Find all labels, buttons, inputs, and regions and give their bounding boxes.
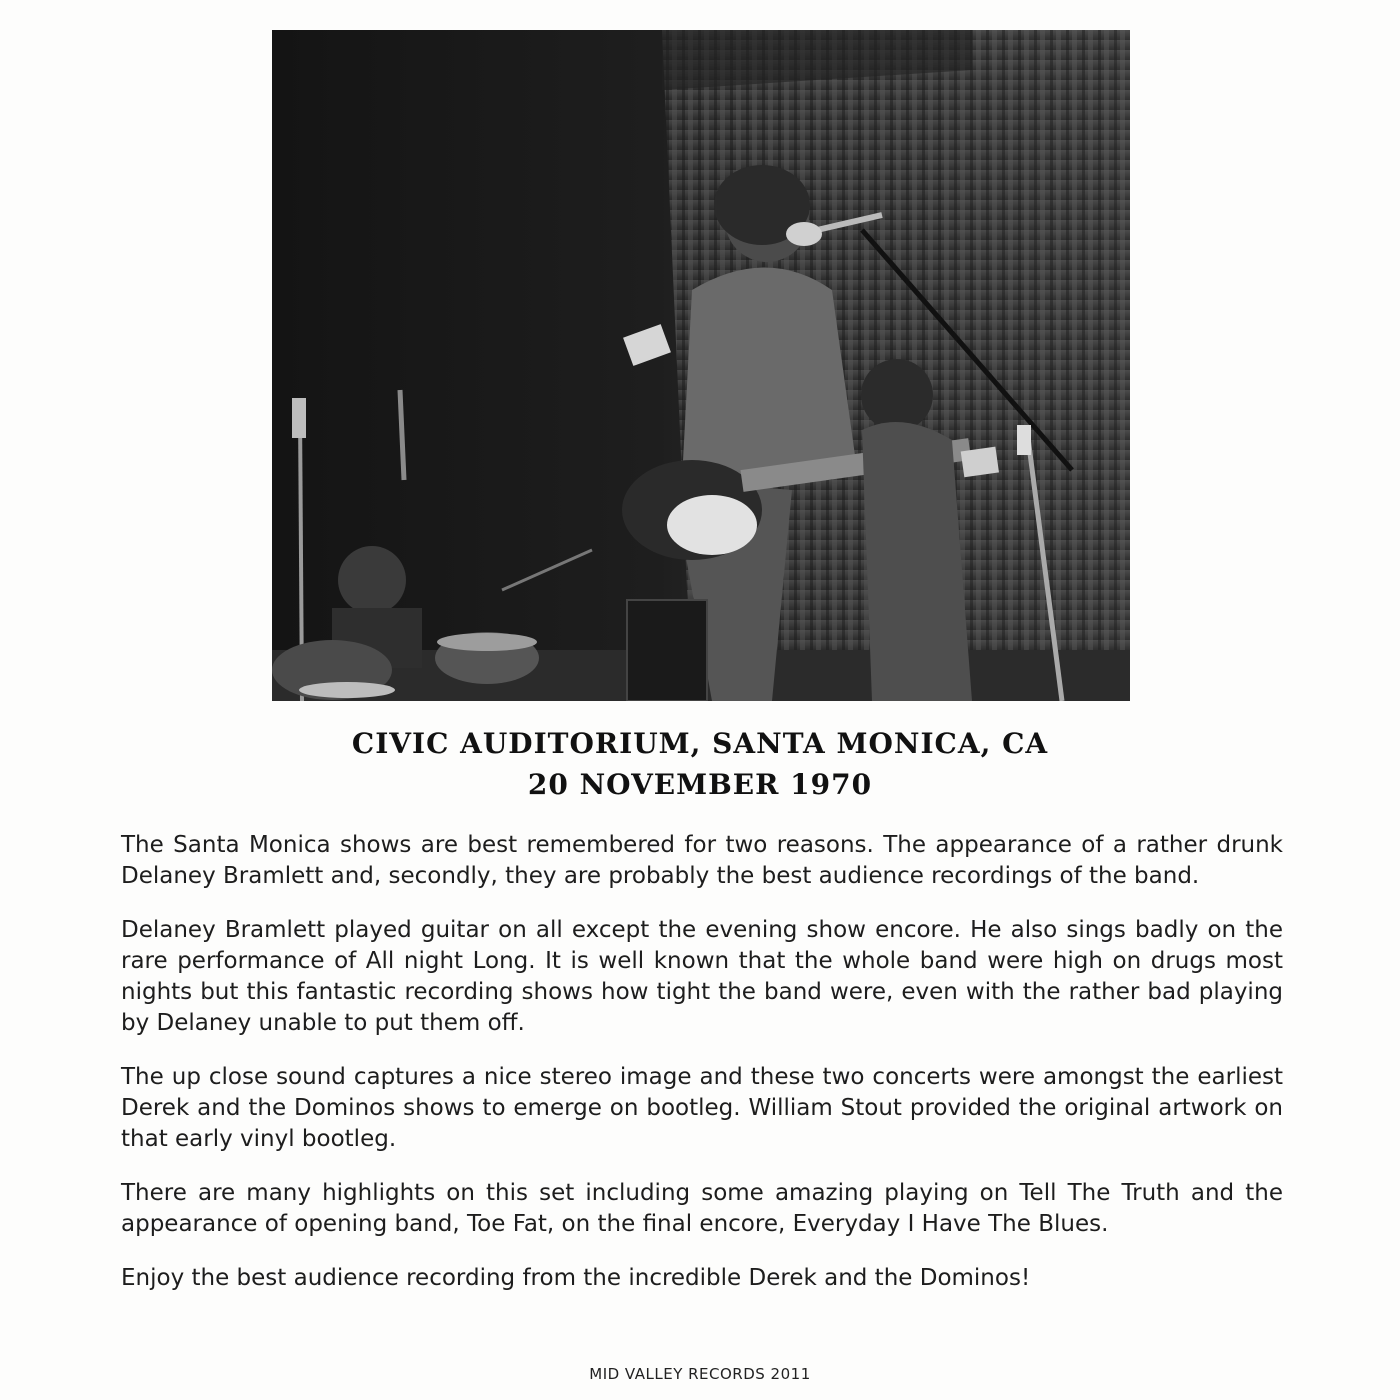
paragraph: There are many highlights on this set including some amazing playing on Tell The Truth and the appearance of opening band, Toe Fat, on the final encore, Everyday I Have The Blues.: [121, 1180, 1283, 1237]
paragraph: The Santa Monica shows are best remembered for two reasons. The appearance of a rather drunk Delaney Bramlett and, secondly, they are probably the best audience recordings of the band.: [121, 832, 1283, 889]
date-heading: 20 NOVEMBER 1970: [527, 768, 873, 801]
paragraph: Enjoy the best audience recording from the incredible Derek and the Dominos!: [121, 1265, 1031, 1291]
label-credit: MID VALLEY RECORDS 2011: [589, 1365, 811, 1383]
venue-heading: CIVIC AUDITORIUM, SANTA MONICA, CA: [351, 727, 1049, 760]
liner-notes-body: [121, 830, 1283, 1317]
concert-photo-illustration: [272, 30, 1130, 701]
paragraph: The up close sound captures a nice stereo image and these two concerts were amongst the earliest Derek and the Dominos shows to emerge on bootleg. William Stout provided the original artwork on that early vinyl bootleg.: [121, 1064, 1283, 1152]
paragraph: Delaney Bramlett played guitar on all except the evening show encore. He also sings badly on the rare performance of All night Long. It is well known that the whole band were high on drugs most nights but this fantastic recording shows how tight the band were, even with the rather bad playing by Delaney unable to put them off.: [121, 917, 1283, 1036]
concert-photo: [272, 30, 1130, 701]
